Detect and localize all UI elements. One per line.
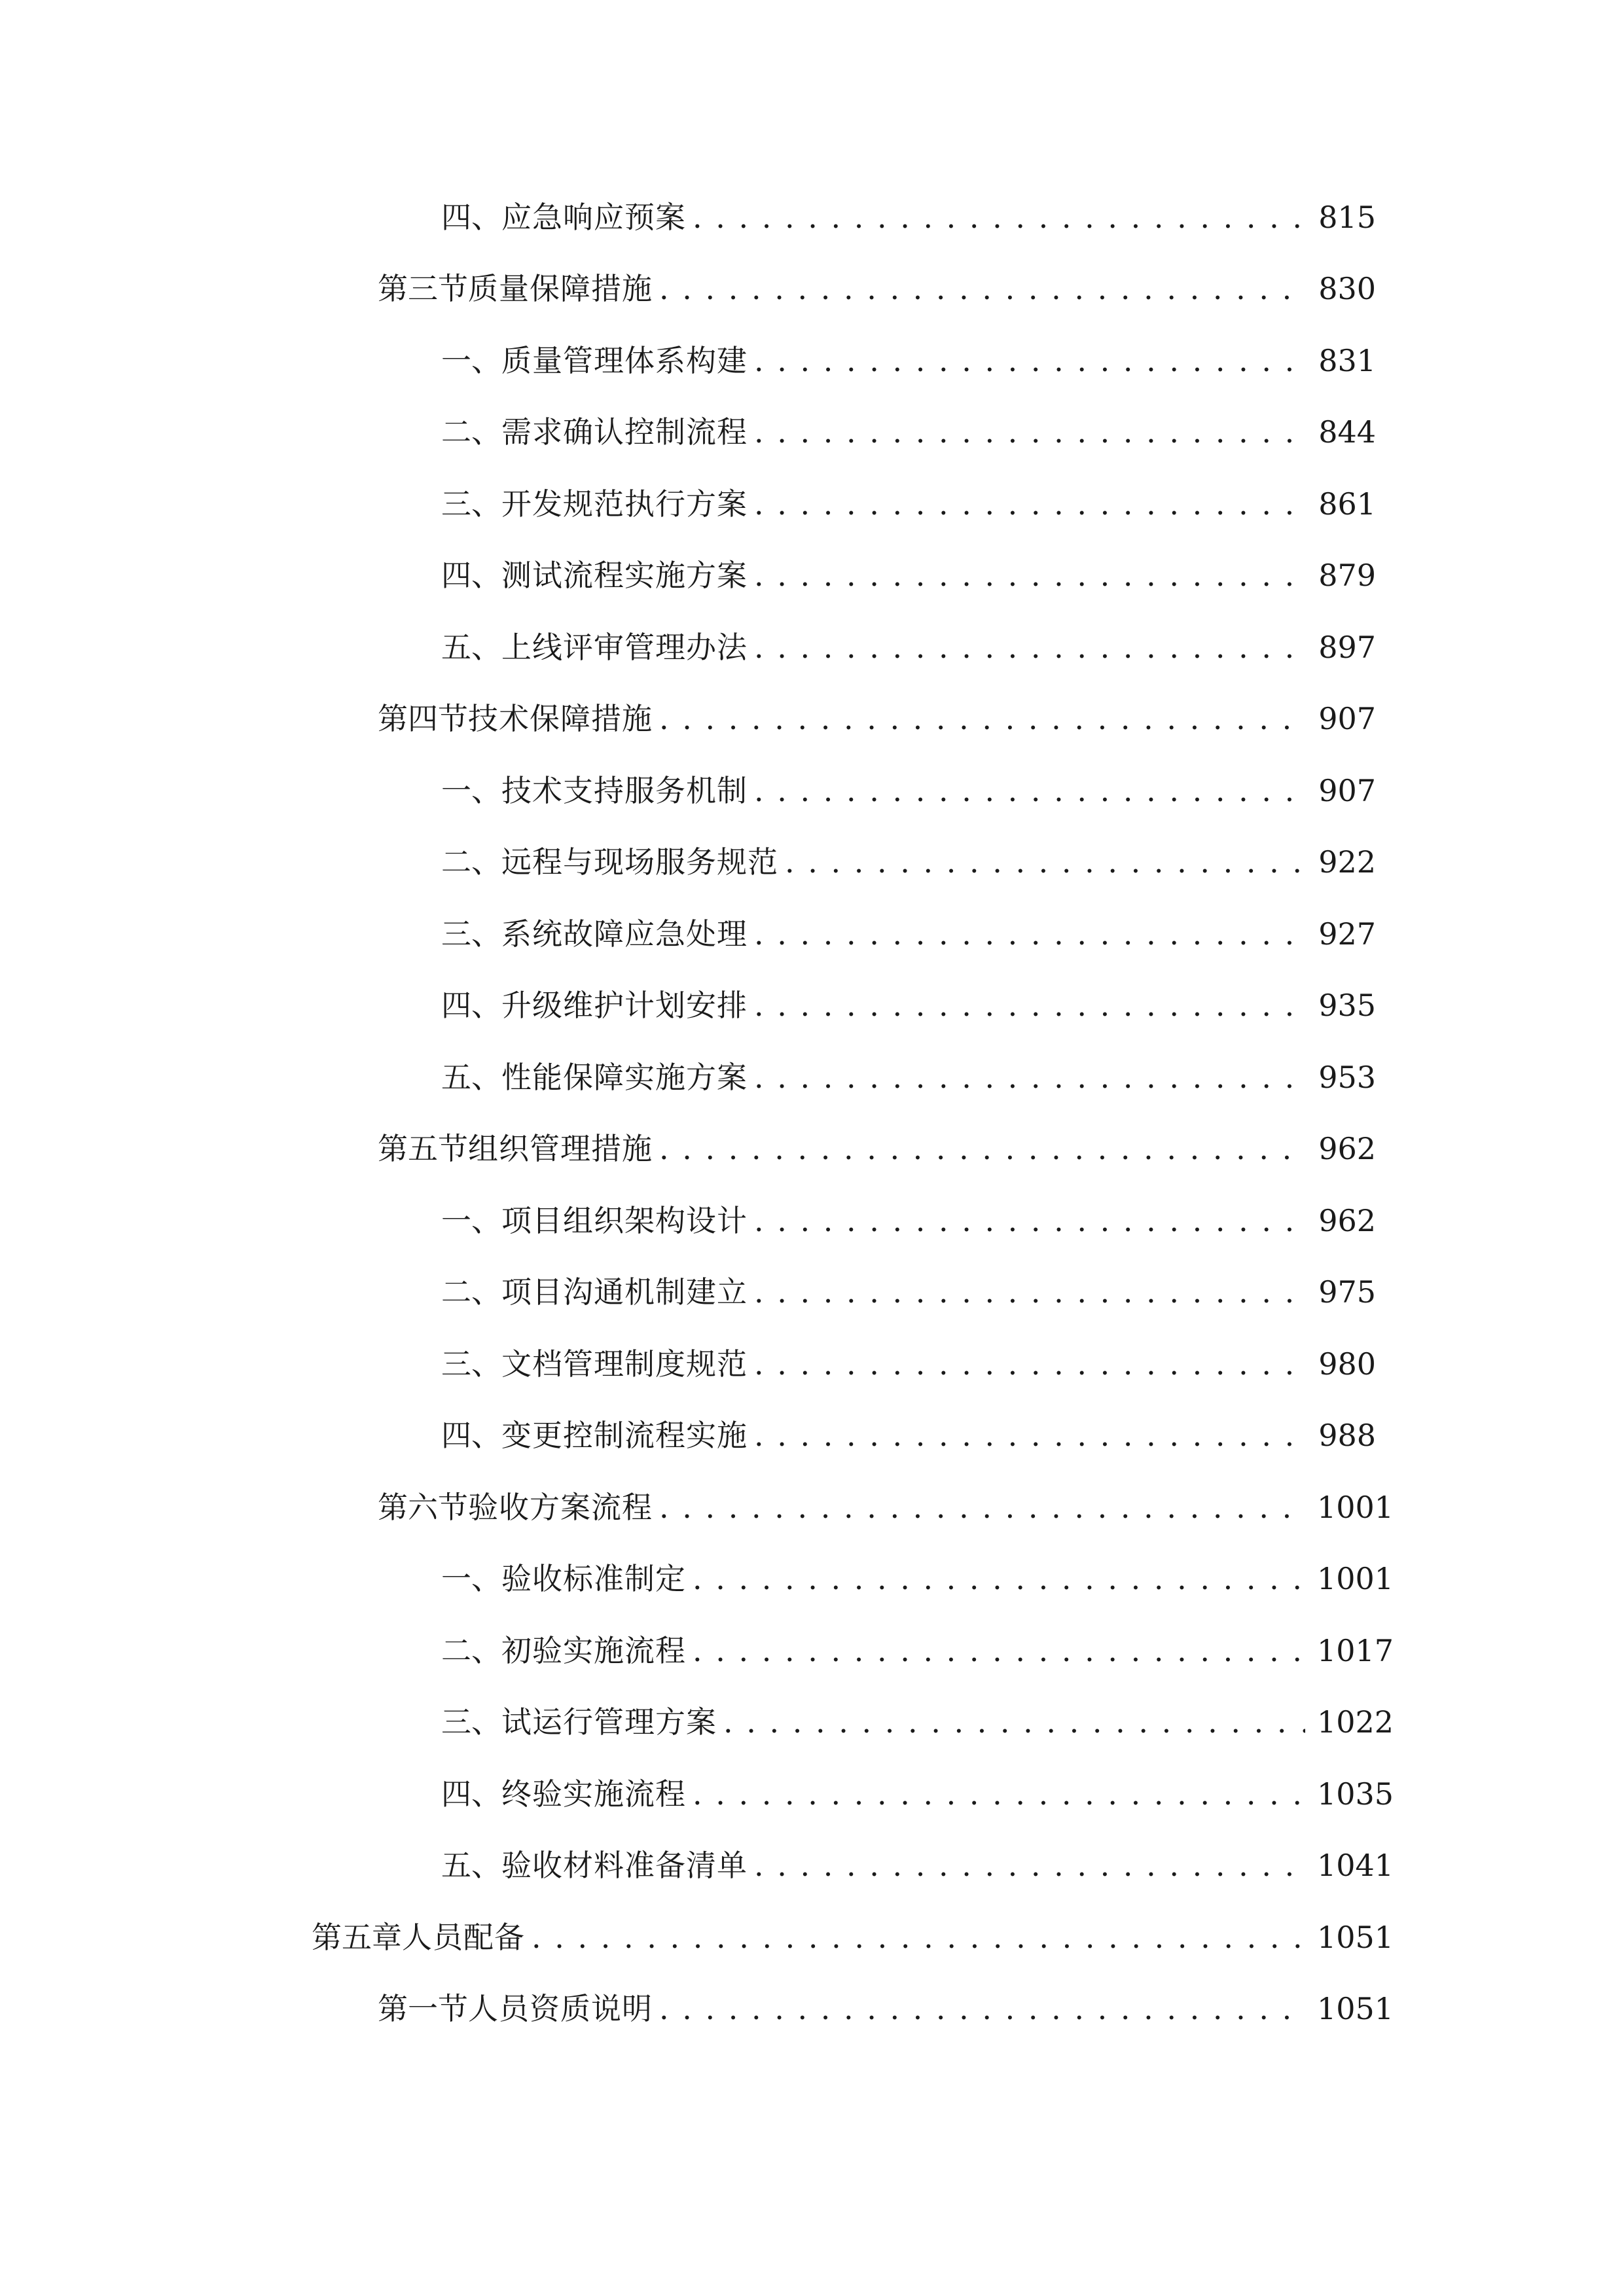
toc-entry-title: 上线评审管理办法 <box>501 630 748 665</box>
toc-entry-page: 980 <box>1318 1346 1376 1382</box>
toc-leader-dots <box>693 194 1305 240</box>
toc-entry-number: 一、 <box>441 1561 501 1596</box>
toc-entry-title: 人员配备 <box>402 1920 525 1955</box>
toc-leader-dots <box>754 409 1305 455</box>
toc-entry-title: 应急响应预案 <box>501 200 686 235</box>
toc-leader-dots <box>723 1699 1305 1745</box>
toc-leader-dots <box>659 1986 1305 2032</box>
toc-entry-number: 第四节 <box>378 701 468 736</box>
toc-entry[interactable] <box>441 1269 1376 1315</box>
toc-entry[interactable] <box>378 1986 1394 2032</box>
toc-entry[interactable] <box>441 1341 1376 1387</box>
toc-entry[interactable] <box>441 338 1376 384</box>
toc-leader-dots <box>754 911 1305 957</box>
toc-entry-page: 1051 <box>1317 1991 1394 2026</box>
toc-entry-page: 830 <box>1318 271 1376 306</box>
toc-entry-title: 性能保障实施方案 <box>501 1060 748 1095</box>
toc-leader-dots <box>693 1628 1305 1674</box>
toc-entry-number: 一、 <box>441 343 501 378</box>
toc-entry[interactable] <box>441 481 1376 527</box>
toc-leader-dots <box>754 1412 1305 1458</box>
toc-entry-number: 一、 <box>441 773 501 808</box>
toc-entry-title: 远程与现场服务规范 <box>501 844 778 880</box>
toc-entry-number: 五、 <box>441 1848 501 1883</box>
toc-leader-dots <box>754 624 1305 670</box>
toc-leader-dots <box>532 1914 1305 1960</box>
toc-entry-page: 935 <box>1318 988 1376 1023</box>
toc-entry-title: 文档管理制度规范 <box>501 1346 748 1382</box>
toc-entry-number: 二、 <box>441 1633 501 1668</box>
toc-entry-number: 二、 <box>441 414 501 450</box>
toc-entry[interactable] <box>441 982 1376 1028</box>
toc-entry-page: 1035 <box>1317 1776 1394 1812</box>
toc-entry-title: 变更控制流程实施 <box>501 1418 748 1453</box>
toc-entry-title: 需求确认控制流程 <box>501 414 748 450</box>
toc-entry-page: 1051 <box>1317 1920 1394 1955</box>
toc-entry[interactable] <box>312 1914 1394 1960</box>
toc-entry-page: 1022 <box>1317 1704 1394 1740</box>
toc-entry[interactable] <box>441 1699 1394 1745</box>
toc-entry-page: 897 <box>1318 630 1376 665</box>
toc-entry-page: 962 <box>1318 1203 1376 1238</box>
toc-entry-title: 技术支持服务机制 <box>501 773 748 808</box>
toc-leader-dots <box>659 1126 1305 1172</box>
toc-entry[interactable] <box>441 839 1376 885</box>
toc-entry-title: 初验实施流程 <box>501 1633 686 1668</box>
toc-entry-number: 第一节 <box>378 1991 468 2026</box>
toc-entry-page: 815 <box>1318 200 1376 235</box>
toc-entry-title: 人员资质说明 <box>468 1991 653 2026</box>
toc-entry-number: 一、 <box>441 1203 501 1238</box>
toc-entry-page: 907 <box>1318 773 1376 808</box>
toc-leader-dots <box>754 552 1305 598</box>
toc-entry-number: 第五节 <box>378 1131 468 1166</box>
toc-entry-page: 861 <box>1318 486 1376 522</box>
toc-leader-dots <box>754 481 1305 527</box>
toc-entry-number: 二、 <box>441 844 501 880</box>
toc-leader-dots <box>754 338 1305 384</box>
toc-entry-page: 1041 <box>1317 1848 1394 1883</box>
toc-entry-page: 953 <box>1318 1060 1376 1095</box>
toc-entry-number: 第三节 <box>378 271 468 306</box>
toc-entry-number: 五、 <box>441 1060 501 1095</box>
toc-leader-dots <box>693 1556 1305 1602</box>
toc-entry-number: 三、 <box>441 1704 501 1740</box>
toc-entry-title: 开发规范执行方案 <box>501 486 748 522</box>
toc-leader-dots <box>659 696 1305 742</box>
toc-entry[interactable] <box>441 624 1376 670</box>
toc-leader-dots <box>754 1842 1305 1888</box>
toc-entry-title: 质量管理体系构建 <box>501 343 748 378</box>
toc-entry-title: 终验实施流程 <box>501 1776 686 1812</box>
toc-entry-page: 975 <box>1318 1274 1376 1310</box>
toc-leader-dots <box>754 982 1305 1028</box>
toc-entry-page: 1017 <box>1317 1633 1394 1668</box>
toc-entry-number: 四、 <box>441 988 501 1023</box>
toc-entry[interactable] <box>441 552 1376 598</box>
toc-entry-page: 844 <box>1318 414 1376 450</box>
toc-leader-dots <box>754 1341 1305 1387</box>
toc-entry[interactable] <box>441 1556 1394 1602</box>
toc-entry[interactable] <box>441 1198 1376 1244</box>
toc-entry[interactable] <box>441 1412 1376 1458</box>
toc-entry-page: 1001 <box>1317 1490 1394 1525</box>
toc-leader-dots <box>785 839 1305 885</box>
toc-entry-page: 1001 <box>1317 1561 1394 1596</box>
toc-entry[interactable] <box>441 409 1376 455</box>
toc-entry[interactable] <box>441 1842 1394 1888</box>
toc-entry-number: 第五章 <box>312 1920 402 1955</box>
toc-entry[interactable] <box>441 911 1376 957</box>
toc-entry-title: 技术保障措施 <box>468 701 653 736</box>
toc-entry-number: 三、 <box>441 486 501 522</box>
toc-leader-dots <box>754 1269 1305 1315</box>
toc-entry-title: 测试流程实施方案 <box>501 558 748 593</box>
toc-entry[interactable] <box>441 1771 1394 1817</box>
toc-entry-number: 二、 <box>441 1274 501 1310</box>
toc-entry-number: 五、 <box>441 630 501 665</box>
toc-entry-page: 988 <box>1318 1418 1376 1453</box>
toc-entry-title: 升级维护计划安排 <box>501 988 748 1023</box>
toc-leader-dots <box>754 1198 1305 1244</box>
toc-entry-page: 879 <box>1318 558 1376 593</box>
toc-entry[interactable] <box>441 194 1376 240</box>
toc-entry[interactable] <box>378 266 1376 312</box>
toc-entry-page: 907 <box>1318 701 1376 736</box>
toc-entry-page: 962 <box>1318 1131 1376 1166</box>
toc-entry-title: 验收材料准备清单 <box>501 1848 748 1883</box>
toc-leader-dots <box>659 266 1305 312</box>
toc-entry-title: 试运行管理方案 <box>501 1704 717 1740</box>
toc-entry-number: 四、 <box>441 1418 501 1453</box>
toc-entry-title: 验收标准制定 <box>501 1561 686 1596</box>
toc-entry-number: 三、 <box>441 1346 501 1382</box>
toc-entry-title: 项目组织架构设计 <box>501 1203 748 1238</box>
toc-leader-dots <box>754 768 1305 814</box>
toc-entry[interactable] <box>441 1054 1376 1100</box>
toc-entry-page: 927 <box>1318 916 1376 952</box>
toc-entry-page: 922 <box>1318 844 1376 880</box>
toc-entry-number: 四、 <box>441 1776 501 1812</box>
toc-entry-number: 第六节 <box>378 1490 468 1525</box>
toc-entry-title: 项目沟通机制建立 <box>501 1274 748 1310</box>
toc-entry-title: 验收方案流程 <box>468 1490 653 1525</box>
toc-entry[interactable] <box>441 768 1376 814</box>
toc-entry-title: 质量保障措施 <box>468 271 653 306</box>
toc-entry-page: 831 <box>1318 343 1376 378</box>
toc-entry-title: 系统故障应急处理 <box>501 916 748 952</box>
toc-leader-dots <box>693 1771 1305 1817</box>
toc-entry-title: 组织管理措施 <box>468 1131 653 1166</box>
toc-entry-number: 四、 <box>441 558 501 593</box>
toc-entry[interactable] <box>378 1126 1376 1172</box>
toc-entry-number: 三、 <box>441 916 501 952</box>
toc-entry[interactable] <box>441 1628 1394 1674</box>
toc-entry-number: 四、 <box>441 200 501 235</box>
toc-entry[interactable] <box>378 1484 1394 1530</box>
toc-entry[interactable] <box>378 696 1376 742</box>
toc-leader-dots <box>754 1054 1305 1100</box>
toc-leader-dots <box>659 1484 1305 1530</box>
